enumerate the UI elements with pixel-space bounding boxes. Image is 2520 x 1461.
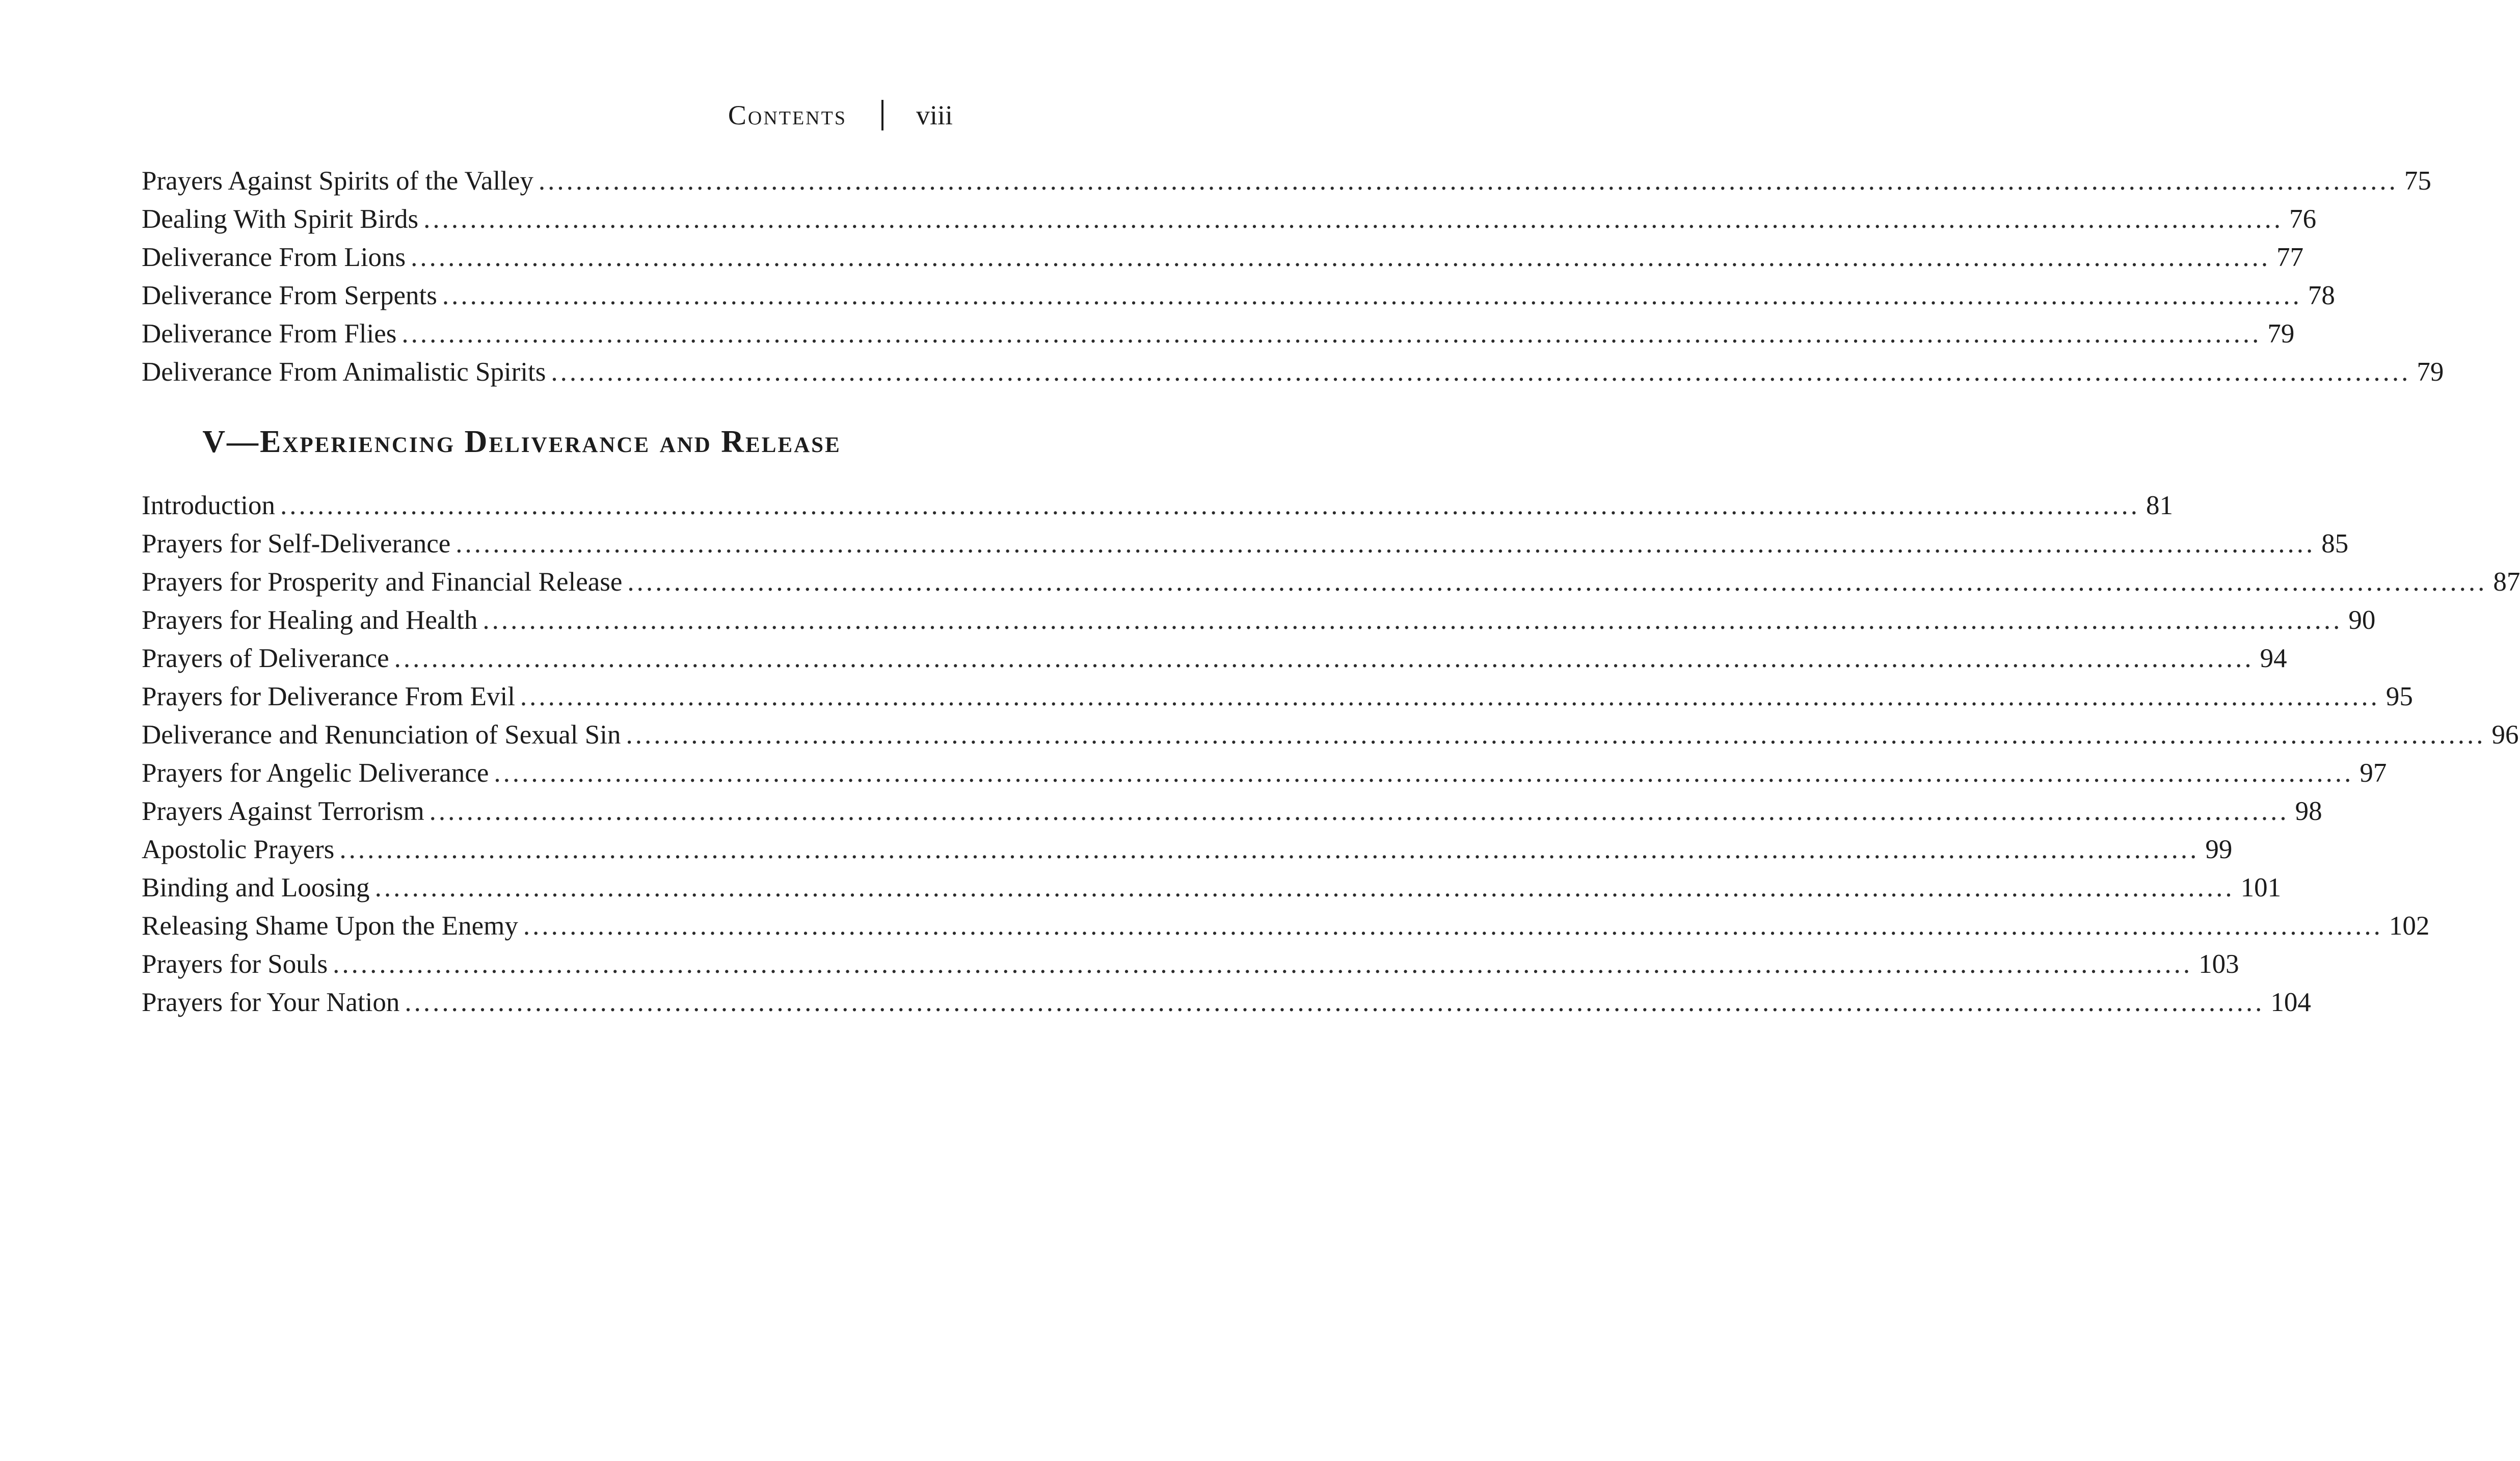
toc-entry[interactable] xyxy=(142,487,2173,525)
toc-entry-page: 94 xyxy=(2260,644,2287,673)
toc-entry-title: Apostolic Prayers xyxy=(142,835,335,864)
toc-entry-title: Deliverance From Lions xyxy=(142,243,406,272)
dot-leader: ........................................................................................................................................................................................................ xyxy=(339,835,2200,864)
toc-entry-title: Prayers for Souls xyxy=(142,949,328,979)
dot-leader: ........................................................................................................................................................................................................ xyxy=(551,357,2411,387)
toc-entry-title: Prayers Against Spirits of the Valley xyxy=(142,166,533,196)
running-header xyxy=(728,100,953,130)
toc-entry-page: 79 xyxy=(2417,357,2444,387)
dot-leader: ........................................................................................................................................................................................................ xyxy=(455,529,2316,559)
dot-leader: ........................................................................................................................................................................................................ xyxy=(429,796,2289,826)
running-header-title: Contents xyxy=(728,100,847,130)
toc-entry-page: 102 xyxy=(2389,911,2430,941)
toc-entry-page: 90 xyxy=(2348,605,2376,635)
toc-entry-page: 97 xyxy=(2360,758,2387,788)
toc-entry-page: 78 xyxy=(2308,281,2335,310)
dot-leader: ........................................................................................................................................................................................................ xyxy=(482,605,2343,635)
toc-entry[interactable] xyxy=(142,678,2413,716)
dot-leader: ........................................................................................................................................................................................................ xyxy=(626,720,2486,750)
dot-leader: ........................................................................................................................................................................................................ xyxy=(394,644,2254,673)
toc-entry-page: 101 xyxy=(2240,873,2282,902)
dot-leader: ........................................................................................................................................................................................................ xyxy=(523,911,2383,941)
toc-entry-page: 76 xyxy=(2289,204,2317,234)
toc-list-part1 xyxy=(142,162,2444,391)
dot-leader: ........................................................................................................................................................................................................ xyxy=(494,758,2354,788)
toc-entry-title: Deliverance From Serpents xyxy=(142,281,437,310)
toc-entry-title: Deliverance From Flies xyxy=(142,319,397,349)
toc-entry-page: 81 xyxy=(2146,491,2173,520)
toc-entry-page: 75 xyxy=(2404,166,2431,196)
toc-entry[interactable] xyxy=(142,754,2387,792)
toc-list-part2 xyxy=(142,487,2520,1022)
dot-leader: ........................................................................................................................................................................................................ xyxy=(280,491,2140,520)
toc-entry-title: Dealing With Spirit Birds xyxy=(142,204,419,234)
toc-entry-title: Prayers Against Terrorism xyxy=(142,796,424,826)
toc-entry-page: 99 xyxy=(2205,835,2233,864)
dot-leader: ........................................................................................................................................................................................................ xyxy=(520,682,2380,711)
toc-entry[interactable] xyxy=(142,277,2335,315)
toc-entry-title: Prayers of Deliverance xyxy=(142,644,389,673)
toc-entry[interactable] xyxy=(142,640,2287,678)
toc-entry[interactable] xyxy=(142,907,2430,945)
toc-entry[interactable] xyxy=(142,945,2239,984)
toc-entry-page: 77 xyxy=(2276,243,2304,272)
dot-leader: ........................................................................................................................................................................................................ xyxy=(627,567,2487,597)
dot-leader: ........................................................................................................................................................................................................ xyxy=(538,166,2398,196)
dot-leader: ........................................................................................................................................................................................................ xyxy=(442,281,2302,310)
toc-entry-title: Prayers for Prosperity and Financial Release xyxy=(142,567,623,597)
toc-entry-title: Prayers for Self-Deliverance xyxy=(142,529,451,559)
section-heading: V—Experiencing Deliverance and Release xyxy=(202,424,841,459)
toc-entry[interactable] xyxy=(142,831,2233,869)
toc-entry-title: Deliverance and Renunciation of Sexual Sin xyxy=(142,720,621,750)
toc-entry-page: 98 xyxy=(2295,796,2322,826)
toc-entry-title: Prayers for Deliverance From Evil xyxy=(142,682,515,711)
dot-leader: ........................................................................................................................................................................................................ xyxy=(374,873,2235,902)
toc-entry[interactable] xyxy=(142,200,2317,238)
toc-entry-page: 103 xyxy=(2199,949,2239,979)
toc-entry-title: Introduction xyxy=(142,491,275,520)
dot-leader: ........................................................................................................................................................................................................ xyxy=(411,243,2271,272)
toc-entry[interactable] xyxy=(142,869,2282,907)
toc-entry-page: 85 xyxy=(2321,529,2349,559)
toc-entry-title: Prayers for Angelic Deliverance xyxy=(142,758,489,788)
dot-leader: ........................................................................................................................................................................................................ xyxy=(423,204,2284,234)
toc-entry[interactable] xyxy=(142,315,2295,353)
toc-entry[interactable] xyxy=(142,792,2322,831)
dot-leader: ........................................................................................................................................................................................................ xyxy=(401,319,2262,349)
dot-leader: ........................................................................................................................................................................................................ xyxy=(405,988,2265,1017)
toc-entry-page: 104 xyxy=(2270,988,2311,1017)
toc-entry-title: Deliverance From Animalistic Spirits xyxy=(142,357,546,387)
toc-entry[interactable] xyxy=(142,984,2311,1022)
toc-entry[interactable] xyxy=(142,353,2444,391)
toc-entry-title: Prayers for Your Nation xyxy=(142,988,400,1017)
toc-entry-title: Prayers for Healing and Health xyxy=(142,605,478,635)
toc-entry-title: Releasing Shame Upon the Enemy xyxy=(142,911,518,941)
toc-entry-page: 87 xyxy=(2493,567,2520,597)
dot-leader: ........................................................................................................................................................................................................ xyxy=(333,949,2193,979)
toc-entry[interactable] xyxy=(142,525,2349,563)
toc-entry-page: 95 xyxy=(2385,682,2413,711)
toc-entry[interactable] xyxy=(142,162,2431,200)
page-number: viii xyxy=(916,100,953,130)
toc-entry-title: Binding and Loosing xyxy=(142,873,370,902)
toc-entry-page: 96 xyxy=(2491,720,2519,750)
toc-entry[interactable] xyxy=(142,716,2519,754)
toc-entry-page: 79 xyxy=(2267,319,2295,349)
header-separator xyxy=(881,100,883,130)
toc-entry[interactable] xyxy=(142,238,2304,277)
toc-entry[interactable] xyxy=(142,601,2376,640)
toc-entry[interactable] xyxy=(142,563,2520,601)
